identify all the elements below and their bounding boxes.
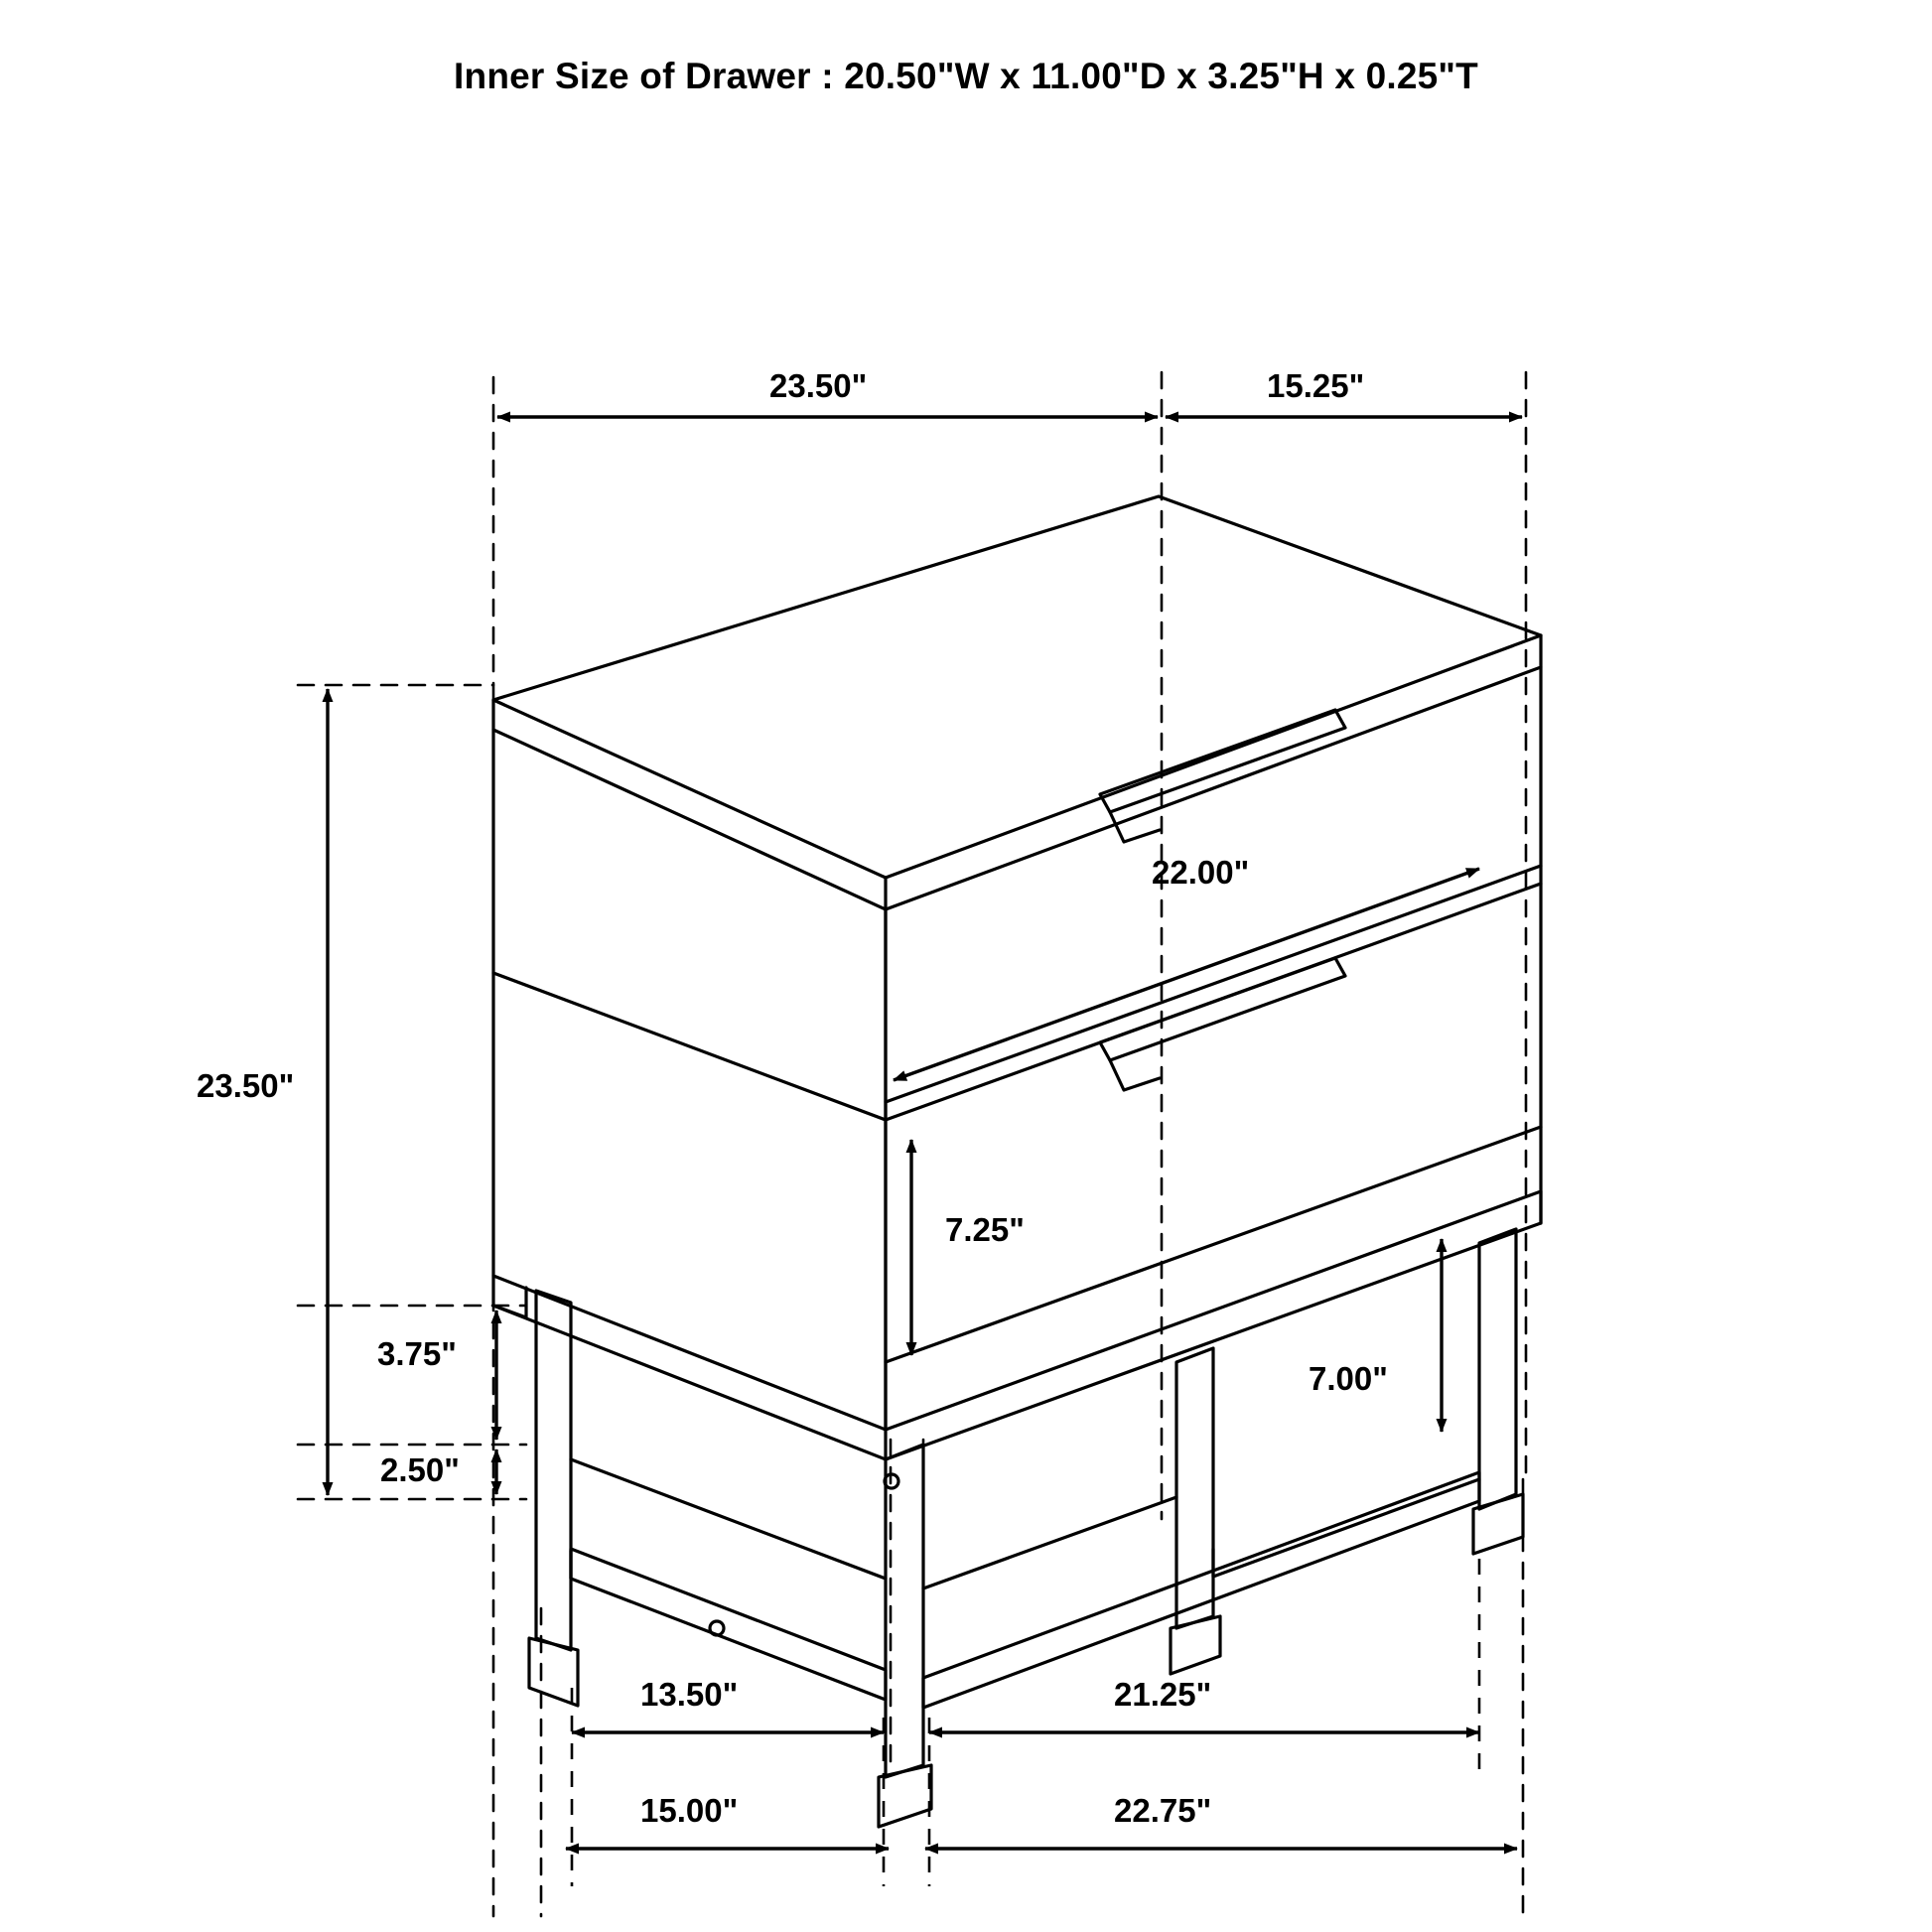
dim-label-base-width-side: 22.75" <box>1114 1792 1212 1829</box>
drawer-handle-lower <box>1100 958 1345 1060</box>
page-title: Inner Size of Drawer : 20.50"W x 11.00"D x 3.25"H x 0.25"T <box>454 56 1478 96</box>
dim-label-leg-span-front: 13.50" <box>640 1676 739 1713</box>
dim-label-overall-height: 23.50" <box>197 1067 295 1104</box>
foot-right-back <box>1171 1616 1220 1674</box>
stretcher-front-right <box>923 1472 1479 1708</box>
leg-front-left <box>536 1291 571 1650</box>
foot-front-left <box>529 1638 578 1706</box>
dim-label-foot-height: 2.50" <box>380 1451 460 1488</box>
dim-label-top-depth-side: 15.25" <box>1267 367 1365 404</box>
dim-label-base-width-front: 15.00" <box>640 1792 739 1829</box>
dim-label-frame-rail-gap: 3.75" <box>377 1335 457 1372</box>
leg-right-front <box>1479 1229 1516 1509</box>
dim-drawer-front-width <box>894 869 1479 1080</box>
leg-right-back <box>1176 1348 1213 1628</box>
dim-label-leg-height-right: 7.00" <box>1309 1360 1388 1397</box>
drawer-handle-upper <box>1100 710 1345 812</box>
top-panel <box>493 496 1541 878</box>
dim-label-leg-span-side: 21.25" <box>1114 1676 1212 1713</box>
dim-label-drawer-front-width: 22.00" <box>1152 854 1250 891</box>
dim-label-top-width-front: 23.50" <box>769 367 868 404</box>
dim-label-drawer-lower-height: 7.25" <box>945 1211 1025 1248</box>
foot-front-center <box>879 1765 931 1827</box>
